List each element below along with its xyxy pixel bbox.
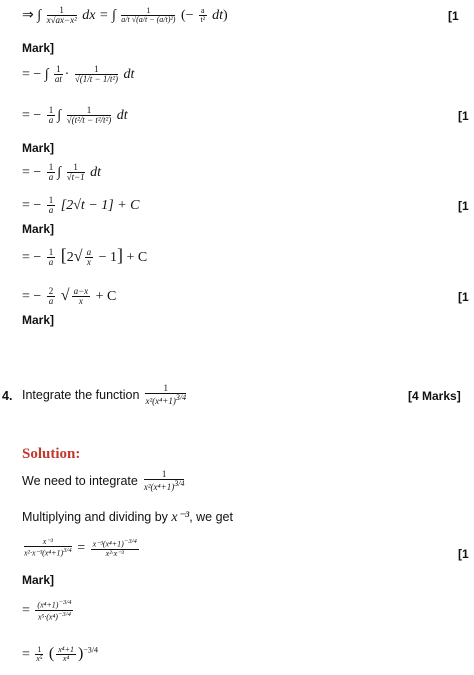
step-5-prefix: = − <box>22 198 42 214</box>
mark-bracket: [1 <box>458 547 469 561</box>
step-1-prefix: ⇒ ∫ <box>22 8 42 24</box>
mark-bracket: [1 <box>458 199 469 213</box>
question-text: Integrate the function $\frac{1}{x^2(x^4+1)^{3/4}}$ <box>22 383 187 407</box>
solution-line-1: We need to integrate $\frac{1}{x^2(x^4+1)^{3/4}}$ <box>22 469 185 493</box>
fraction: $\frac{1}{\text{x√ax−x²}}$ <box>46 5 77 26</box>
step-2-prefix: = − ∫ <box>22 67 49 83</box>
solution-line-1-text: We need to integrate <box>22 474 138 489</box>
step-5: = − $\frac{1}{a}$ [2√t − 1] + C <box>22 195 140 216</box>
step-4: = − $\frac{1}{a}$ ∫ $\frac{1}{√t-1}$ dt <box>22 162 102 183</box>
four-marks: [4 Marks] <box>408 389 461 403</box>
step-10: = $\frac{1}{\text{x⁵}}$ ( $\frac{\text{x⁴+1}}{\text{x⁴}}$ )$^{-3/4}$ <box>22 645 99 664</box>
solution-line-2a: Multiplying and dividing by <box>22 510 172 524</box>
x-power: x⁻³ <box>171 510 190 525</box>
step-8: $\frac{\text{x⁻³}}{x^2\cdot x^{-3}(x^4+1)^{3/4}}$ = $\frac{x^{-3}(x^4+1)^{-3/4}}{\text{x²·x⁻³}}$ <box>24 537 137 559</box>
step-3-prefix: = − <box>22 108 42 124</box>
question-number: 4. <box>2 389 13 403</box>
step-6-tail: + C <box>126 250 148 265</box>
step-7-prefix: = − <box>22 289 42 305</box>
mark-bracket: [1 <box>458 290 469 304</box>
step-1: ⇒ ∫ $\frac{1}{\text{x√ax−x²}}$ dx = ∫ $\frac{1}{\text{a/t √(a/t − (a/t)²)}}$ (− $\frac{a}{\text{t²}}$ dt) <box>22 5 228 26</box>
step-4-prefix: = − <box>22 165 42 181</box>
mark-label: Mark] <box>22 573 55 587</box>
mark-label: Mark] <box>22 141 55 155</box>
step-2: = − ∫ $\frac{1}{at}$ · $\frac{1}{\text{√(1/t − 1/t²)}}$ dt <box>22 64 135 85</box>
step-1-mid: dx = ∫ <box>82 8 116 24</box>
solution-heading: Solution: <box>22 446 81 462</box>
solution-line-2b: , we get <box>189 510 233 524</box>
question-label: Integrate the function <box>22 388 140 403</box>
step-6: = − $\frac{1}{a}$ [2√ $\frac{a}{x}$ − 1] + C <box>22 245 148 268</box>
mark-bracket: [1 <box>448 9 459 23</box>
mark-bracket: [1 <box>458 109 469 123</box>
solution-line-2 <box>22 511 233 525</box>
fraction: $\frac{1}{\text{a/t √(a/t − (a/t)²)}}$ <box>121 6 176 25</box>
step-3: = − $\frac{1}{a}$ ∫ $\frac{1}{\text{√(t²/t − t²/t²)}}$ dt <box>22 105 128 126</box>
mark-label: Mark] <box>22 41 55 55</box>
mark-label: Mark] <box>22 313 55 327</box>
step-5-body: [2√t − 1] + C <box>60 198 140 214</box>
step-9: = $\frac{(x^4+1)^{-3/4}}{x^5\cdot(x^4)^{-3/4}}$ <box>22 599 72 622</box>
mark-label: Mark] <box>22 222 55 236</box>
step-7-tail: + C <box>95 289 117 305</box>
step-7: = − $\frac{2}{a}$ √ $\frac{a-x}{x}$ + C <box>22 286 117 307</box>
step-6-prefix: = − <box>22 250 42 265</box>
